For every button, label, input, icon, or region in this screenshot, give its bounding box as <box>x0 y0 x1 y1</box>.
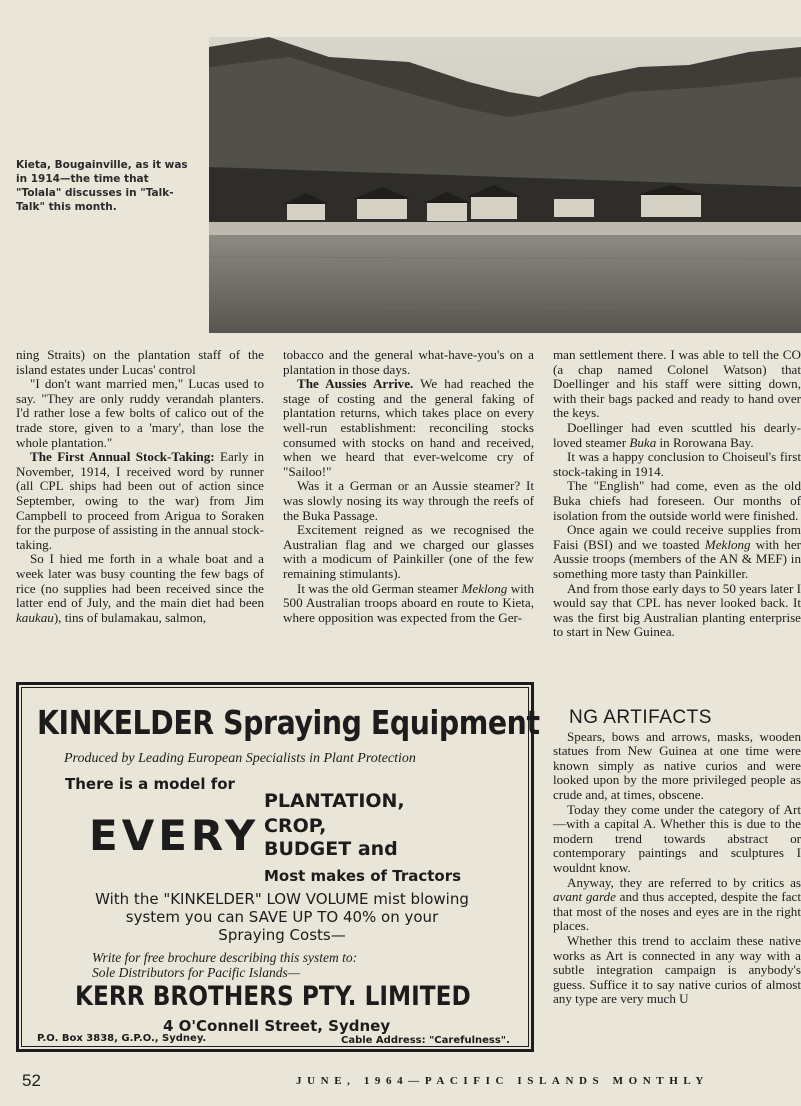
italic-term: Meklong <box>704 536 751 552</box>
text-run: with her Aussie troops (members of the AN & MEF) in something more tasty than Painkiller. <box>553 536 801 581</box>
ad-distributors-line: Sole Distributors for Pacific Islands— <box>92 965 300 980</box>
paragraph <box>553 450 801 479</box>
text-run: Spears, bows and arrows, masks, wooden statues from New Guinea at one time were known simply as native curios and were looked upon by the more privileged people as crude and, at times, obscene. <box>553 728 801 802</box>
ad-tractors: Most makes of Tractors <box>264 867 462 885</box>
kieta-photo <box>209 37 801 333</box>
italic-term: Meklong <box>461 580 508 596</box>
ng-artifacts-body <box>553 730 801 1007</box>
paragraph <box>553 730 801 803</box>
run-in-heading: The First Annual Stock-Taking: <box>30 449 215 465</box>
paragraph <box>283 479 534 523</box>
paragraph <box>553 803 801 876</box>
text-run: And from those early days to 50 years later I would say that CPL has never looked back. It was the first big Australian planting enterprise to start in New Guinea. <box>553 580 801 640</box>
text-run: and thus accepted, despite the fact that most of the noses and eyes are in the right places. <box>553 889 801 934</box>
text-run: Was it a German or an Aussie steamer? It was slowly nosing its way through the reefs of the Buka Passage. <box>283 478 534 523</box>
text-run: Anyway, they are referred to by critics as <box>567 874 801 890</box>
text-run: Doellinger had even scuttled his dearly-loved steamer <box>553 419 801 450</box>
paragraph <box>553 348 801 421</box>
photo-caption: Kieta, Bougainville, as it was in 1914—the time that "Tolala" discusses in "Talk-Talk" this month. <box>16 159 188 213</box>
text-run: So I hied me forth in a whale boat and a week later was busy counting the few bags of rice (no supplies had been received since the latter end of July, and the main diet had been <box>16 551 264 611</box>
ad-model-line: There is a model for <box>65 775 235 793</box>
text-run: with 500 Australian troops aboard en route to Kieta, where opposition was expected from the Ger- <box>283 580 534 625</box>
paragraph <box>553 582 801 640</box>
text-run: ), tins of bulamakau, salmon, <box>53 609 207 625</box>
text-run: man settlement there. I was able to tell the CO (a chap named Colonel Watson) that Doellinger and his staff were sitting down, with their bags packed and ready to hand over the keys. <box>553 347 801 421</box>
text-run: It was the old German steamer <box>297 580 462 596</box>
article-column-1 <box>16 348 264 625</box>
paragraph <box>283 377 534 479</box>
text-run: Early in November, 1914, I received word by runner (all CPL ships had been out of action since September, owing to the war) from Jim Campbell to proceed from Arigua to Soraken for the purpose of assisting in the annual stock-taking. <box>16 449 265 552</box>
italic-term: Buka <box>629 434 657 450</box>
ad-brand: KINKELDER Spraying Equipment <box>37 703 540 742</box>
paragraph <box>553 421 801 450</box>
ad-crop: CROP, <box>264 815 327 837</box>
ad-body-text: With the "KINKELDER" LOW VOLUME mist blowing system you can SAVE UP TO 40% on your Spraying Costs— <box>95 890 469 944</box>
paragraph <box>283 348 534 377</box>
text-run: "I don't want married men," Lucas used to say. "They are only ruddy verandah planters. I'd rather lose a few bolts of calico out of the trade store, given to a 'mary', than lose the whole plantation." <box>16 376 264 450</box>
paragraph <box>553 523 801 581</box>
ad-write-line: Write for free brochure describing this system to: <box>92 950 358 965</box>
ad-street-address: 4 O'Connell Street, Sydney <box>163 1017 391 1035</box>
italic-term: kaukau <box>16 609 54 625</box>
ad-every: EVERY <box>89 811 260 860</box>
kinkelder-advertisement <box>16 682 540 1052</box>
paragraph <box>16 450 264 552</box>
text-run: in Rorowana Bay. <box>656 434 754 450</box>
ad-budget: BUDGET and <box>264 838 398 860</box>
ng-artifacts-title: NG ARTIFACTS <box>569 707 712 728</box>
ad-po-box: P.O. Box 3838, G.P.O., Sydney. <box>37 1033 207 1044</box>
paragraph <box>16 377 264 450</box>
ad-company-name: KERR BROTHERS PTY. LIMITED <box>75 981 471 1012</box>
text-run: Excitement reigned as we recognised the Australian flag and we charged our glasses with a modicum of Painkiller (one of the few remaining stimulants). <box>283 522 534 581</box>
text-run: It was a happy conclusion to Choiseul's first stock-taking in 1914. <box>553 449 801 479</box>
ad-subtitle: Produced by Leading European Specialists in Plant Protection <box>64 751 416 766</box>
ng-artifacts-section <box>553 707 801 1007</box>
text-run: Once again we could receive supplies from Faisi (BSI) and we toasted <box>553 522 801 552</box>
text-run: Whether this trend to acclaim these native works as Art is connected in any way with a subtle integration campaign is anybody's guess. Suffice it to say native curios of almost any type are very much U <box>553 932 801 1007</box>
article-column-2 <box>283 348 534 625</box>
page-number: 52 <box>22 1071 41 1090</box>
text-run: The "English" had come, even as the old Buka chiefs had foreseen. Our months of isolation from the outside world were finished. <box>553 478 801 523</box>
paragraph <box>553 934 801 1007</box>
text-run: Today they come under the category of Art—with a capital A. Whether this is due to the modern trend towards abstract or contemporary paintings and sculptures I wouldnt know. <box>553 801 801 875</box>
ad-write-text <box>92 950 357 980</box>
italic-term: avant garde <box>553 889 616 905</box>
run-in-heading: The Aussies Arrive. <box>297 376 414 392</box>
text-run: We had reached the stage of costing and the general faking of plantation returns, which takes place on every well-run establishment: reconciling stocks consumed with stocks on hand and received, when we heard that ever-welcome cry of "Sailoo!" <box>283 376 534 479</box>
paragraph <box>553 876 801 934</box>
article-column-3 <box>553 348 801 640</box>
text-run: ning Straits) on the plantation staff of the island estates under Lucas' control <box>16 347 264 377</box>
paragraph <box>283 523 534 581</box>
ad-cable-address: Cable Address: "Carefulness". <box>341 1035 510 1046</box>
text-run: tobacco and the general what-have-you's on a plantation in those days. <box>283 347 534 377</box>
paragraph <box>553 479 801 523</box>
ad-plantation: PLANTATION, <box>264 790 405 812</box>
paragraph <box>16 348 264 377</box>
paragraph <box>16 552 264 625</box>
paragraph <box>283 582 534 626</box>
issue-line: JUNE, 1964—PACIFIC ISLANDS MONTHLY <box>296 1075 709 1087</box>
